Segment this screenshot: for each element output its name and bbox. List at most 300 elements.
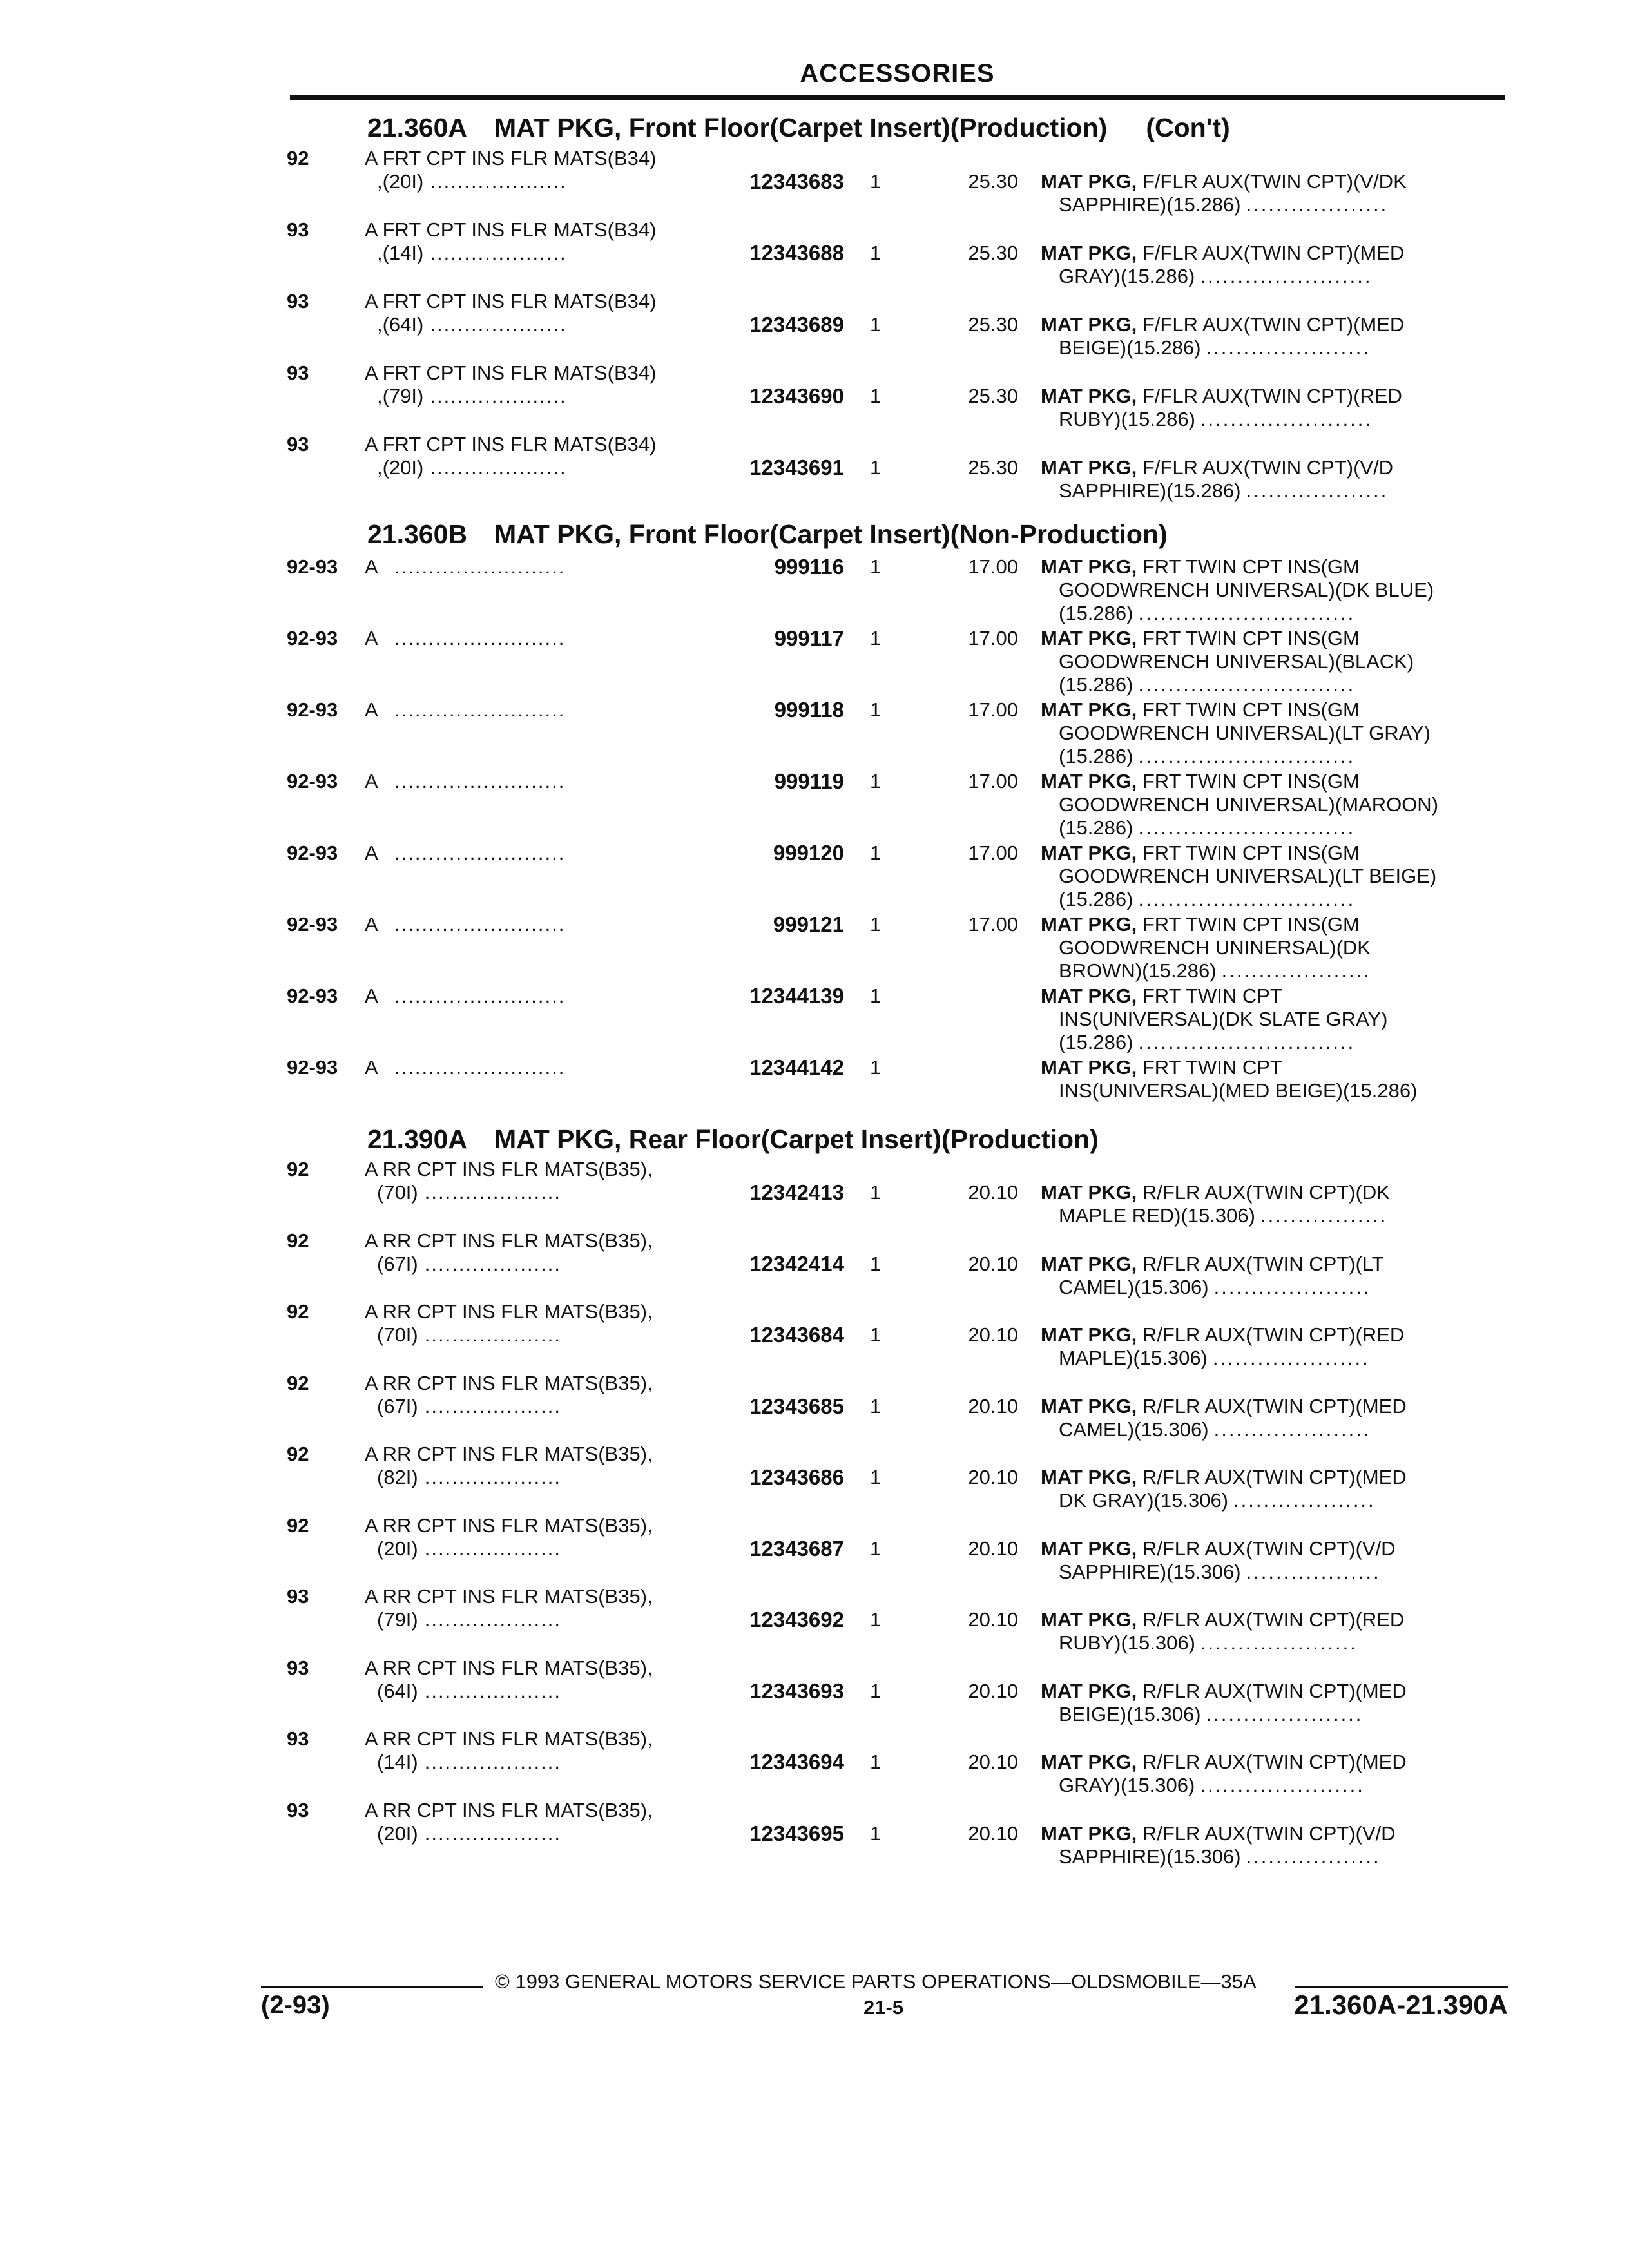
- trim-code: [377, 1323, 561, 1347]
- part-number: 999116: [774, 555, 844, 579]
- item-description: A RR CPT INS FLR MATS(B35),: [365, 1727, 653, 1750]
- price: 25.30: [968, 456, 1018, 479]
- model-year: 93: [287, 361, 309, 384]
- usage-line-1: [1041, 170, 1524, 193]
- usage-description: [1041, 385, 1524, 431]
- parts-entry: [0, 1300, 1629, 1371]
- trim-code-value: ,(20I): [377, 456, 424, 479]
- price: 17.00: [968, 627, 1018, 649]
- usage-description: [1041, 242, 1524, 288]
- usage-keyword: MAT PKG,: [1041, 1751, 1137, 1773]
- leader-dots: .........................: [394, 770, 566, 793]
- trim-code-value: (20I): [377, 1537, 418, 1560]
- price: 17.00: [968, 841, 1018, 864]
- usage-line-2: [1041, 193, 1524, 216]
- usage-line-1: [1041, 1608, 1524, 1631]
- usage-text: FRT TWIN CPT INS(GM: [1137, 627, 1360, 649]
- usage-ref: SAPPHIRE)(15.286): [1059, 479, 1241, 502]
- parts-entry: [0, 1158, 1629, 1229]
- parts-entry: [0, 770, 1629, 841]
- usage-text: FRT TWIN CPT: [1137, 1056, 1282, 1079]
- usage-line-2: [1041, 1204, 1524, 1227]
- price: 25.30: [968, 242, 1018, 264]
- price: 20.10: [968, 1252, 1018, 1275]
- leader-dots: .............................: [1138, 888, 1356, 910]
- leader-dots: .......................: [1200, 265, 1373, 287]
- trim-code-value: (14I): [377, 1751, 418, 1773]
- usage-line-2: [1041, 1631, 1524, 1655]
- usage-ref: MAPLE)(15.306): [1059, 1347, 1208, 1369]
- trim-code: [377, 1822, 561, 1845]
- usage-line-1: [1041, 985, 1524, 1008]
- price: 25.30: [968, 385, 1018, 407]
- leader-dots: .........................: [394, 627, 566, 649]
- trim-code: [377, 1608, 561, 1631]
- usage-description: [1041, 1181, 1524, 1227]
- quantity: 1: [870, 242, 882, 264]
- model-year: 92-93: [287, 913, 338, 936]
- item-description: A: [365, 627, 378, 649]
- usage-description: [1041, 913, 1524, 983]
- usage-line-1: [1041, 313, 1524, 336]
- usage-line-2: [1041, 1845, 1524, 1869]
- model-year: 93: [287, 1727, 309, 1750]
- quantity: 1: [870, 1821, 882, 1845]
- usage-description: [1041, 770, 1524, 840]
- usage-line-2: GOODWRENCH UNINERSAL)(DK: [1059, 936, 1371, 959]
- usage-description: [1041, 1395, 1524, 1441]
- quantity: 1: [870, 841, 882, 864]
- item-description: A RR CPT INS FLR MATS(B35),: [365, 1585, 653, 1608]
- quantity: 1: [870, 627, 882, 649]
- usage-line-3: [1041, 673, 1524, 697]
- usage-text: FRT TWIN CPT INS(GM: [1137, 770, 1360, 793]
- trim-code: [377, 1181, 561, 1204]
- usage-keyword: MAT PKG,: [1041, 1323, 1137, 1346]
- usage-text: F/FLR AUX(TWIN CPT)(RED: [1137, 385, 1402, 407]
- footer-page-number: 21-5: [863, 1996, 904, 2019]
- leader-dots: .............................: [1138, 816, 1356, 839]
- usage-ref: CAMEL)(15.306): [1059, 1418, 1209, 1441]
- usage-line-1: [1041, 913, 1524, 936]
- leader-dots: ....................: [424, 1466, 562, 1488]
- parts-entry: [0, 1229, 1629, 1300]
- usage-keyword: MAT PKG,: [1041, 913, 1137, 936]
- usage-keyword: MAT PKG,: [1041, 1537, 1137, 1560]
- usage-description: [1041, 1466, 1524, 1512]
- usage-ref: MAPLE RED)(15.306): [1059, 1204, 1255, 1227]
- usage-line-1: [1041, 1466, 1524, 1489]
- leader-dots: .....................: [1213, 1275, 1371, 1298]
- trim-code-value: (67I): [377, 1252, 418, 1275]
- usage-keyword: MAT PKG,: [1041, 313, 1137, 336]
- quantity: 1: [870, 1751, 882, 1773]
- trim-code-value: (79I): [377, 1608, 418, 1631]
- usage-line-1: [1041, 1537, 1524, 1561]
- trim-code-value: (64I): [377, 1679, 418, 1702]
- quantity: 1: [870, 698, 882, 721]
- header-rule: [290, 95, 1505, 100]
- leader-dots: ...................: [1233, 1489, 1376, 1512]
- parts-entry: [0, 913, 1629, 984]
- model-year: 92-93: [287, 1056, 338, 1079]
- section-name: MAT PKG, Front Floor(Carpet Insert)(Non-Production): [494, 519, 1168, 549]
- usage-line-1: [1041, 1253, 1524, 1276]
- leader-dots: .........................: [394, 555, 566, 578]
- leader-dots: ....................: [430, 242, 567, 264]
- quantity: 1: [870, 1252, 882, 1275]
- quantity: 1: [870, 1608, 882, 1631]
- item-description: A: [365, 1056, 378, 1079]
- model-year: 92: [287, 1371, 309, 1394]
- price: 20.10: [968, 1394, 1018, 1418]
- leader-dots: .........................: [394, 841, 566, 864]
- usage-text: R/FLR AUX(TWIN CPT)(LT: [1137, 1252, 1384, 1275]
- usage-keyword: MAT PKG,: [1041, 1821, 1137, 1845]
- trim-code: [377, 313, 567, 336]
- item-description: A RR CPT INS FLR MATS(B35),: [365, 1514, 653, 1537]
- parts-entry: [0, 627, 1629, 698]
- usage-description: [1041, 456, 1524, 503]
- section-name: MAT PKG, Front Floor(Carpet Insert)(Production): [494, 113, 1108, 142]
- parts-entry: [0, 1443, 1629, 1514]
- usage-text: F/FLR AUX(TWIN CPT)(V/D: [1137, 456, 1394, 479]
- parts-entry: [0, 841, 1629, 912]
- usage-line-1: [1041, 1323, 1524, 1347]
- parts-entry: [0, 290, 1629, 361]
- item-description: A FRT CPT INS FLR MATS(B34): [365, 218, 657, 241]
- usage-text: R/FLR AUX(TWIN CPT)(RED: [1137, 1323, 1405, 1346]
- trim-code: [377, 1466, 561, 1489]
- item-description: A FRT CPT INS FLR MATS(B34): [365, 147, 657, 169]
- leader-dots: .........................: [394, 1056, 566, 1079]
- usage-description: [1041, 985, 1524, 1054]
- usage-line-1: [1041, 841, 1524, 865]
- part-number: 12343689: [749, 312, 844, 336]
- trim-code: [377, 1253, 561, 1276]
- usage-ref: GRAY)(15.286): [1059, 265, 1195, 287]
- usage-keyword: MAT PKG,: [1041, 770, 1137, 793]
- section-title-21-360b: [367, 519, 1168, 550]
- usage-description: [1041, 1822, 1524, 1869]
- usage-line-2: GOODWRENCH UNIVERSAL)(LT BEIGE): [1059, 865, 1437, 887]
- part-number: 12343693: [749, 1678, 844, 1703]
- quantity: 1: [870, 170, 882, 193]
- section-title-21-360a: [367, 113, 1230, 143]
- usage-description: [1041, 555, 1524, 625]
- part-number: 12343683: [749, 169, 844, 193]
- leader-dots: .........................: [394, 913, 566, 936]
- usage-line-1: [1041, 627, 1524, 650]
- parts-entry: [0, 218, 1629, 289]
- usage-keyword: MAT PKG,: [1041, 698, 1137, 721]
- usage-line-1: [1041, 555, 1524, 579]
- trim-code: [377, 456, 567, 479]
- parts-entry: [0, 1727, 1629, 1798]
- model-year: 93: [287, 290, 309, 312]
- parts-entry: [0, 698, 1629, 769]
- item-description: A: [365, 985, 378, 1007]
- usage-text: R/FLR AUX(TWIN CPT)(V/D: [1137, 1537, 1396, 1560]
- leader-dots: .............................: [1138, 602, 1356, 624]
- usage-keyword: MAT PKG,: [1041, 1252, 1137, 1275]
- trim-code-value: (70I): [377, 1323, 418, 1346]
- usage-line-3: [1041, 816, 1524, 840]
- quantity: 1: [870, 913, 882, 936]
- usage-keyword: MAT PKG,: [1041, 1466, 1137, 1488]
- item-description: A RR CPT INS FLR MATS(B35),: [365, 1443, 653, 1465]
- item-description: A RR CPT INS FLR MATS(B35),: [365, 1656, 653, 1679]
- quantity: 1: [870, 1394, 882, 1418]
- model-year: 93: [287, 1798, 309, 1821]
- parts-entry: [0, 555, 1629, 626]
- leader-dots: ......................: [1200, 1774, 1365, 1796]
- usage-ref: GRAY)(15.306): [1059, 1774, 1195, 1796]
- model-year: 93: [287, 433, 309, 456]
- trim-code: [377, 385, 567, 408]
- model-year: 92-93: [287, 985, 338, 1007]
- parts-entry: [0, 361, 1629, 432]
- usage-line-2: GOODWRENCH UNIVERSAL)(DK BLUE): [1059, 579, 1434, 601]
- usage-line-2: [1041, 1418, 1524, 1441]
- leader-dots: ....................: [424, 1679, 562, 1702]
- usage-keyword: MAT PKG,: [1041, 841, 1137, 864]
- usage-text: R/FLR AUX(TWIN CPT)(MED: [1137, 1394, 1407, 1418]
- model-year: 92-93: [287, 698, 338, 721]
- price: 17.00: [968, 555, 1018, 578]
- usage-text: R/FLR AUX(TWIN CPT)(MED: [1137, 1679, 1407, 1702]
- usage-line-1: [1041, 1181, 1524, 1204]
- usage-line-1: [1041, 698, 1524, 722]
- usage-line-2: [1041, 479, 1524, 503]
- usage-line-1: [1041, 1822, 1524, 1845]
- part-number: 12343686: [749, 1465, 844, 1489]
- model-year: 92: [287, 1300, 309, 1323]
- leader-dots: ...................: [1246, 479, 1389, 502]
- usage-description: [1041, 1608, 1524, 1655]
- part-number: 12343687: [749, 1536, 844, 1561]
- usage-text: F/FLR AUX(TWIN CPT)(MED: [1137, 242, 1405, 264]
- usage-line-1: [1041, 1056, 1524, 1079]
- trim-code: [377, 1537, 561, 1561]
- quantity: 1: [870, 1056, 882, 1079]
- model-year: 92-93: [287, 627, 338, 649]
- quantity: 1: [870, 555, 882, 578]
- parts-entry: [0, 1372, 1629, 1443]
- parts-entry: [0, 1056, 1629, 1127]
- usage-description: [1041, 1680, 1524, 1726]
- trim-code: [377, 242, 567, 265]
- trim-code: [377, 170, 567, 193]
- usage-description: [1041, 313, 1524, 360]
- trim-code-value: (67I): [377, 1394, 418, 1418]
- leader-dots: .............................: [1138, 673, 1356, 696]
- usage-line-3: [1041, 1031, 1524, 1054]
- usage-ref: SAPPHIRE)(15.306): [1059, 1560, 1241, 1583]
- trim-code-value: (20I): [377, 1821, 418, 1845]
- usage-text: FRT TWIN CPT INS(GM: [1137, 913, 1360, 936]
- usage-description: [1041, 698, 1524, 768]
- leader-dots: ....................: [424, 1751, 562, 1773]
- usage-ref: RUBY)(15.306): [1059, 1631, 1195, 1654]
- usage-text: F/FLR AUX(TWIN CPT)(V/DK: [1137, 170, 1407, 193]
- usage-ref: RUBY)(15.286): [1059, 408, 1195, 430]
- usage-line-1: [1041, 456, 1524, 479]
- usage-line-2: GOODWRENCH UNIVERSAL)(BLACK): [1059, 650, 1414, 673]
- usage-line-3: [1041, 888, 1524, 911]
- quantity: 1: [870, 313, 882, 336]
- leader-dots: ....................: [430, 456, 567, 479]
- usage-line-3: [1041, 602, 1524, 625]
- usage-ref: CAMEL)(15.306): [1059, 1275, 1209, 1298]
- leader-dots: ....................: [424, 1821, 562, 1845]
- usage-keyword: MAT PKG,: [1041, 1394, 1137, 1418]
- leader-dots: ....................: [424, 1323, 562, 1346]
- usage-ref: DK GRAY)(15.306): [1059, 1489, 1229, 1512]
- usage-description: [1041, 627, 1524, 697]
- usage-line-2: [1041, 1774, 1524, 1797]
- leader-dots: .............................: [1138, 1031, 1356, 1053]
- item-description: A RR CPT INS FLR MATS(B35),: [365, 1229, 653, 1252]
- usage-keyword: MAT PKG,: [1041, 985, 1137, 1007]
- usage-line-2: [1041, 1347, 1524, 1370]
- price: 20.10: [968, 1181, 1018, 1204]
- price: 20.10: [968, 1821, 1018, 1845]
- footer-copyright: © 1993 GENERAL MOTORS SERVICE PARTS OPERATIONS—OLDSMOBILE—35A: [495, 1970, 1257, 1993]
- model-year: 92-93: [287, 841, 338, 864]
- price: 20.10: [968, 1608, 1018, 1631]
- part-number: 12343685: [749, 1394, 844, 1418]
- trim-code-value: ,(20I): [377, 170, 424, 193]
- section-code: 21.360B: [367, 519, 468, 549]
- leader-dots: .....................: [1212, 1347, 1370, 1369]
- leader-dots: ....................: [424, 1181, 562, 1204]
- quantity: 1: [870, 1323, 882, 1346]
- part-number: 12342413: [749, 1180, 844, 1204]
- section-code: 21.360A: [367, 113, 468, 142]
- model-year: 92: [287, 1514, 309, 1537]
- part-number: 999120: [773, 841, 844, 865]
- footer-section-range: 21.360A-21.390A: [1294, 1990, 1508, 2020]
- usage-text: F/FLR AUX(TWIN CPT)(MED: [1137, 313, 1405, 336]
- usage-description: [1041, 841, 1524, 911]
- parts-entry: [0, 1585, 1629, 1656]
- leader-dots: .....................: [1206, 1702, 1364, 1725]
- usage-line-2: [1041, 1489, 1524, 1512]
- leader-dots: .........................: [394, 985, 566, 1007]
- usage-line-3: [1041, 959, 1524, 983]
- section-code: 21.390A: [367, 1124, 468, 1154]
- usage-line-2: GOODWRENCH UNIVERSAL)(MAROON): [1059, 793, 1439, 816]
- leader-dots: ....................: [430, 170, 567, 193]
- trim-code-value: ,(14I): [377, 242, 424, 264]
- usage-line-2: [1041, 336, 1524, 360]
- usage-text: R/FLR AUX(TWIN CPT)(MED: [1137, 1751, 1407, 1773]
- usage-text: R/FLR AUX(TWIN CPT)(RED: [1137, 1608, 1405, 1631]
- usage-ref: SAPPHIRE)(15.306): [1059, 1845, 1241, 1868]
- leader-dots: ....................: [430, 313, 567, 336]
- price: 17.00: [968, 913, 1018, 936]
- part-number: 12344142: [749, 1055, 844, 1079]
- trim-code-value: ,(64I): [377, 313, 424, 336]
- usage-ref: (15.286): [1059, 602, 1133, 624]
- part-number: 999117: [774, 626, 844, 650]
- model-year: 92: [287, 1443, 309, 1465]
- leader-dots: .............................: [1138, 745, 1356, 767]
- parts-entry: [0, 1799, 1629, 1870]
- usage-text: FRT TWIN CPT INS(GM: [1137, 698, 1360, 721]
- trim-code: [377, 1680, 561, 1703]
- usage-description: [1041, 1537, 1524, 1584]
- leader-dots: .....................: [1213, 1418, 1371, 1441]
- quantity: 1: [870, 1181, 882, 1204]
- quantity: 1: [870, 1537, 882, 1560]
- usage-ref: BEIGE)(15.306): [1059, 1702, 1201, 1725]
- footer-rule-right: [1295, 1986, 1508, 1988]
- leader-dots: ......................: [1206, 336, 1371, 359]
- parts-entry: [0, 1657, 1629, 1727]
- part-number: 12343690: [749, 384, 844, 408]
- leader-dots: ....................: [424, 1252, 562, 1275]
- leader-dots: .....................: [1200, 1631, 1358, 1654]
- price: 20.10: [968, 1537, 1018, 1560]
- model-year: 93: [287, 1585, 309, 1608]
- part-number: 999119: [774, 769, 844, 793]
- usage-keyword: MAT PKG,: [1041, 1608, 1137, 1631]
- usage-description: [1041, 1323, 1524, 1370]
- item-description: A FRT CPT INS FLR MATS(B34): [365, 433, 657, 456]
- trim-code-value: (82I): [377, 1466, 418, 1488]
- model-year: 93: [287, 1656, 309, 1679]
- item-description: A FRT CPT INS FLR MATS(B34): [365, 361, 657, 384]
- leader-dots: .......................: [1200, 408, 1373, 430]
- item-description: A RR CPT INS FLR MATS(B35),: [365, 1798, 653, 1821]
- item-description: A: [365, 913, 378, 936]
- trim-code-value: ,(79I): [377, 385, 424, 407]
- price: 20.10: [968, 1323, 1018, 1346]
- item-description: A RR CPT INS FLR MATS(B35),: [365, 1300, 653, 1323]
- leader-dots: ....................: [424, 1394, 562, 1418]
- price: 25.30: [968, 313, 1018, 336]
- section-title-21-390a: [367, 1124, 1099, 1155]
- usage-ref: BEIGE)(15.286): [1059, 336, 1201, 359]
- item-description: A FRT CPT INS FLR MATS(B34): [365, 290, 657, 312]
- usage-keyword: MAT PKG,: [1041, 385, 1137, 407]
- continued-label: (Con't): [1146, 113, 1230, 142]
- leader-dots: ..................: [1246, 1560, 1381, 1583]
- usage-keyword: MAT PKG,: [1041, 456, 1137, 479]
- part-number: 12342414: [749, 1251, 844, 1276]
- usage-ref: BROWN)(15.286): [1059, 959, 1217, 982]
- usage-line-1: [1041, 242, 1524, 265]
- parts-entry: [0, 433, 1629, 504]
- footer-rule-left: [261, 1986, 483, 1988]
- usage-description: [1041, 170, 1524, 216]
- part-number: 12343695: [749, 1821, 844, 1845]
- footer-date: (2-93): [261, 1991, 330, 2019]
- page-header: ACCESSORIES: [800, 59, 995, 88]
- model-year: 92: [287, 1229, 309, 1252]
- price: 20.10: [968, 1751, 1018, 1773]
- price: 17.00: [968, 770, 1018, 793]
- price: 17.00: [968, 698, 1018, 721]
- item-description: A: [365, 555, 378, 578]
- model-year: 92-93: [287, 770, 338, 793]
- usage-description: [1041, 1056, 1524, 1102]
- quantity: 1: [870, 385, 882, 407]
- item-description: A RR CPT INS FLR MATS(B35),: [365, 1158, 653, 1180]
- usage-keyword: MAT PKG,: [1041, 1056, 1137, 1079]
